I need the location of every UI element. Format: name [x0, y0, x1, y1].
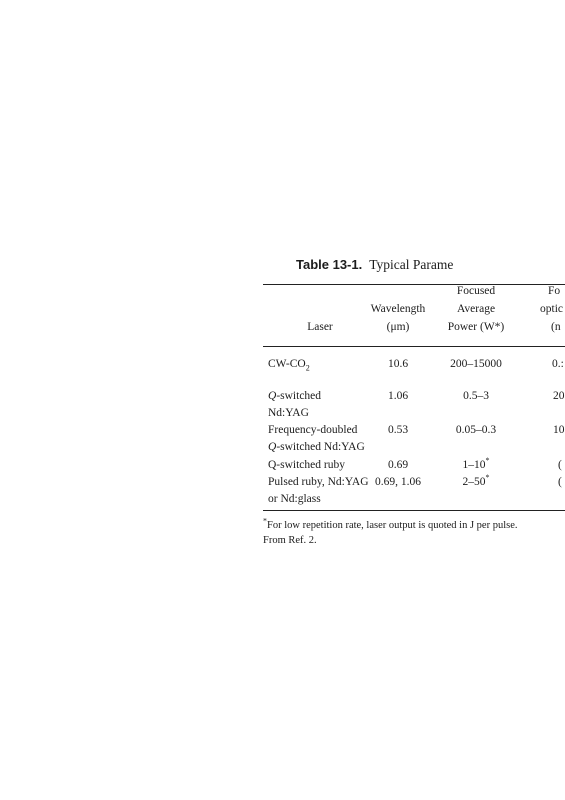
header-wavelength	[363, 300, 433, 336]
laser-subscript: 2	[305, 363, 310, 373]
footnote-mark: *	[263, 516, 267, 526]
table-footnote	[263, 516, 518, 532]
table-cell-cut: 10	[553, 424, 565, 436]
header-cut-line2: optic	[540, 303, 563, 315]
table-number: Table 13-1.	[296, 257, 363, 272]
table-cell-cut: (	[558, 459, 562, 471]
header-cut-off	[540, 282, 565, 336]
laser-name: Q-switched	[268, 390, 322, 402]
power-value: 2–50	[462, 476, 486, 488]
table-row-laser	[268, 389, 321, 420]
table-cell-power: 200–15000	[450, 358, 502, 370]
table-cell-wavelength: 0.53	[387, 424, 409, 436]
laser-name-line2: or Nd:glass	[268, 493, 321, 505]
table-top-rule	[263, 284, 565, 285]
table-bottom-rule	[263, 510, 565, 511]
header-cut-line3: (n	[551, 321, 561, 333]
table-cell-power	[433, 458, 519, 472]
laser-name: CW-CO	[268, 358, 306, 370]
footnote-mark: *	[485, 473, 490, 483]
table-caption	[296, 257, 453, 273]
laser-name: Pulsed ruby, Nd:YAG	[268, 476, 369, 488]
footnote-mark: *	[485, 456, 490, 466]
header-wavelength-line2: (μm)	[386, 321, 410, 333]
header-wavelength-line1: Wavelength	[370, 303, 426, 315]
header-laser-text: Laser	[307, 321, 333, 333]
header-power-line2: Average	[456, 303, 496, 315]
table-row-laser	[268, 423, 365, 454]
table-cell-cut: 0.:	[552, 358, 564, 370]
table-source-note: From Ref. 2.	[263, 535, 317, 546]
laser-name-line2: Q-switched Nd:YAG	[268, 441, 365, 453]
table-title: Typical Parame	[369, 257, 454, 272]
header-power-line3: Power (W*)	[447, 321, 505, 333]
table-row-laser	[268, 475, 369, 506]
table-cell-cut: (	[558, 476, 562, 488]
header-laser	[280, 318, 360, 336]
table-cell-wavelength: 10.6	[387, 358, 409, 370]
table-cell-power: 0.5–3	[463, 390, 489, 402]
footnote-text: For low repetition rate, laser output is quoted in J per pulse.	[267, 520, 518, 531]
table-cell-wavelength: 0.69, 1.06	[375, 476, 421, 488]
laser-name: Frequency-doubled	[268, 424, 358, 436]
power-value: 1–10	[462, 459, 486, 471]
table-cell-cut: 20	[553, 390, 565, 402]
table-header-rule	[263, 346, 565, 347]
table-row-laser	[268, 357, 310, 371]
table-cell-wavelength: 1.06	[387, 390, 409, 402]
table-cell-power: 0.05–0.3	[455, 424, 497, 436]
header-power	[433, 282, 519, 336]
table-cell-power	[433, 475, 519, 489]
laser-name-line2: Nd:YAG	[268, 407, 309, 419]
table-row-laser: Q-switched ruby	[268, 459, 345, 471]
table-cell-wavelength: 0.69	[387, 459, 409, 471]
header-cut-line1: Fo	[548, 285, 561, 297]
header-power-line1: Focused	[456, 285, 496, 297]
